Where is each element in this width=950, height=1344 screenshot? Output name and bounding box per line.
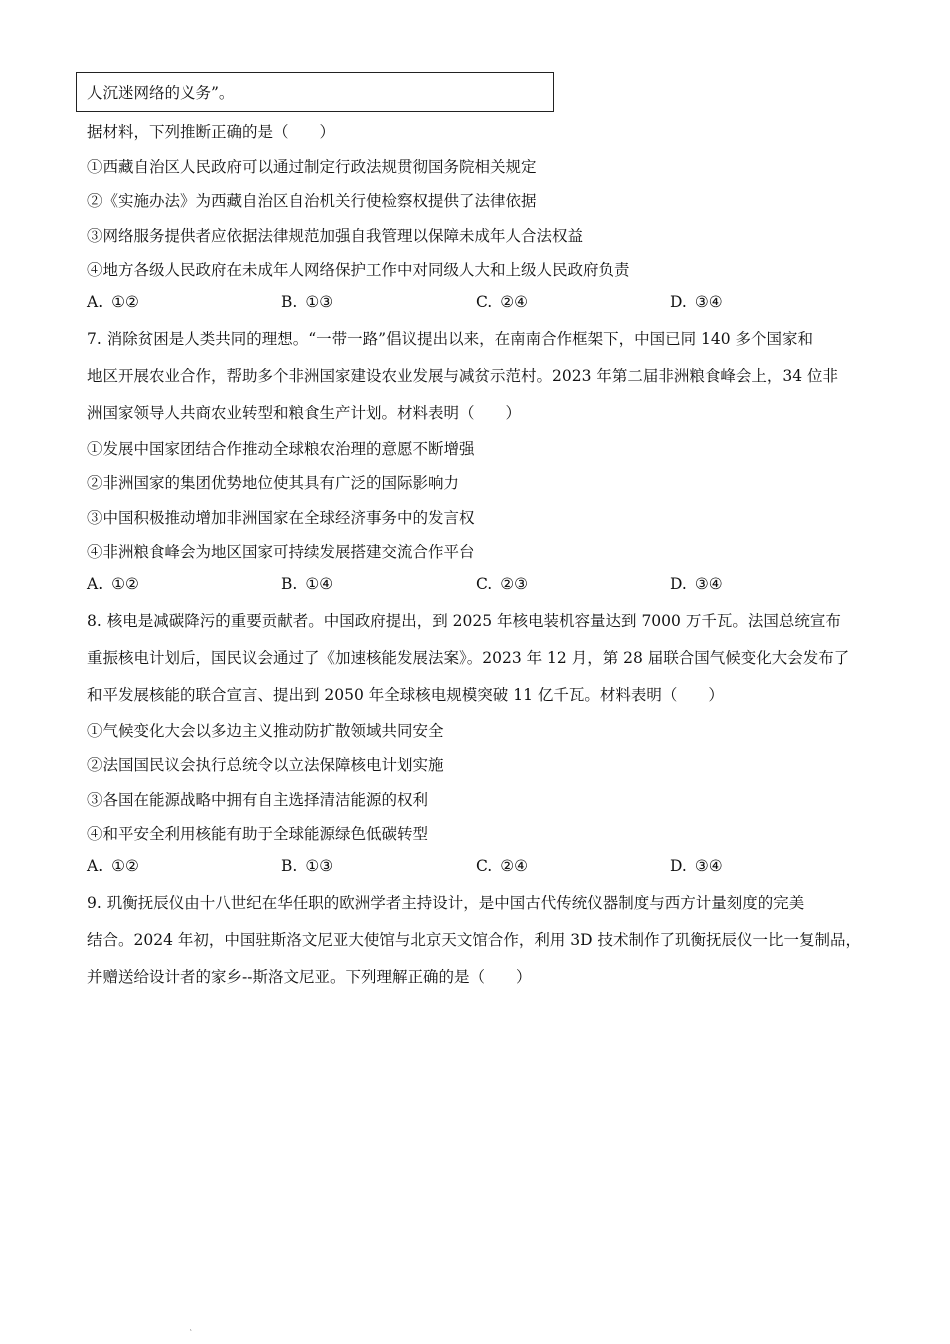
- quoted-material-box: [76, 72, 554, 112]
- q9-line-3: 并赠送给设计者的家乡--斯洛文尼亚。下列理解正确的是（ ）: [87, 968, 532, 986]
- q7-option-d[interactable]: D. ③④: [670, 575, 723, 593]
- q6-item-4: ④地方各级人民政府在未成年人网络保护工作中对同级人大和上级人民政府负责: [87, 261, 630, 279]
- q6-option-b[interactable]: B. ①③: [281, 293, 334, 311]
- q6-options: [87, 293, 787, 315]
- q8-item-3: ③各国在能源战略中拥有自主选择清洁能源的权利: [87, 791, 429, 809]
- q6-item-2: ②《实施办法》为西藏自治区自治机关行使检察权提供了法律依据: [87, 192, 537, 210]
- q7-item-3: ③中国积极推动增加非洲国家在全球经济事务中的发言权: [87, 509, 475, 527]
- q7-line-1: 7. 消除贫困是人类共同的理想。“一带一路”倡议提出以来，在南南合作框架下，中国已同 140 多个国家和: [87, 330, 814, 348]
- q8-line-3: 和平发展核能的联合宣言、提出到 2050 年全球核电规模突破 11 亿千瓦。材料表明（ ）: [87, 686, 724, 704]
- q6-option-d[interactable]: D. ③④: [670, 293, 723, 311]
- q7-option-b[interactable]: B. ①④: [281, 575, 334, 593]
- q6-option-c[interactable]: C. ②④: [476, 293, 529, 311]
- q8-line-2: 重振核电计划后，国民议会通过了《加速核能发展法案》。2023 年 12 月，第 28 届联合国气候变化大会发布了: [87, 649, 850, 667]
- q8-options: [87, 857, 787, 879]
- q7-item-1: ①发展中国家团结合作推动全球粮农治理的意愿不断增强: [87, 440, 475, 458]
- q8-line-1: 8. 核电是减碳降污的重要贡献者。中国政府提出，到 2025 年核电装机容量达到 7000 万千瓦。法国总统宣布: [87, 612, 841, 630]
- q7-line-2: 地区开展农业合作，帮助多个非洲国家建设农业发展与减贫示范村。2023 年第二届非洲粮食峰会上，34 位非: [87, 367, 839, 385]
- q8-item-2: ②法国国民议会执行总统令以立法保障核电计划实施: [87, 756, 444, 774]
- q8-item-1: ①气候变化大会以多边主义推动防扩散领域共同安全: [87, 722, 444, 740]
- q8-item-4: ④和平安全利用核能有助于全球能源绿色低碳转型: [87, 825, 429, 843]
- q7-option-a[interactable]: A. ①②: [87, 575, 139, 593]
- q7-option-c[interactable]: C. ②③: [476, 575, 529, 593]
- q8-option-b[interactable]: B. ①③: [281, 857, 334, 875]
- q7-item-2: ②非洲国家的集团优势地位使其具有广泛的国际影响力: [87, 474, 460, 492]
- q9-line-1: 9. 玑衡抚辰仪由十八世纪在华任职的欧洲学者主持设计，是中国古代传统仪器制度与西方计量刻度的完美: [87, 894, 805, 912]
- q6-item-3: ③网络服务提供者应依据法律规范加强自我管理以保障未成年人合法权益: [87, 227, 584, 245]
- q6-stem: 据材料，下列推断正确的是（ ）: [87, 123, 336, 141]
- q8-option-d[interactable]: D. ③④: [670, 857, 723, 875]
- q7-line-3: 洲国家领导人共商农业转型和粮食生产计划。材料表明（ ）: [87, 404, 522, 422]
- q6-option-a[interactable]: A. ①②: [87, 293, 139, 311]
- q7-item-4: ④非洲粮食峰会为地区国家可持续发展搭建交流合作平台: [87, 543, 475, 561]
- quoted-material-text: 人沉迷网络的义务”。: [87, 84, 235, 102]
- q9-line-2: 结合。2024 年初，中国驻斯洛文尼亚大使馆与北京天文馆合作，利用 3D 技术制作了玑衡抚辰仪一比一复制品，: [87, 931, 862, 949]
- q7-options: [87, 575, 787, 597]
- q8-option-c[interactable]: C. ②④: [476, 857, 529, 875]
- q8-option-a[interactable]: A. ①②: [87, 857, 139, 875]
- footer-mark: ˛: [189, 1323, 193, 1331]
- q6-item-1: ①西藏自治区人民政府可以通过制定行政法规贯彻国务院相关规定: [87, 158, 537, 176]
